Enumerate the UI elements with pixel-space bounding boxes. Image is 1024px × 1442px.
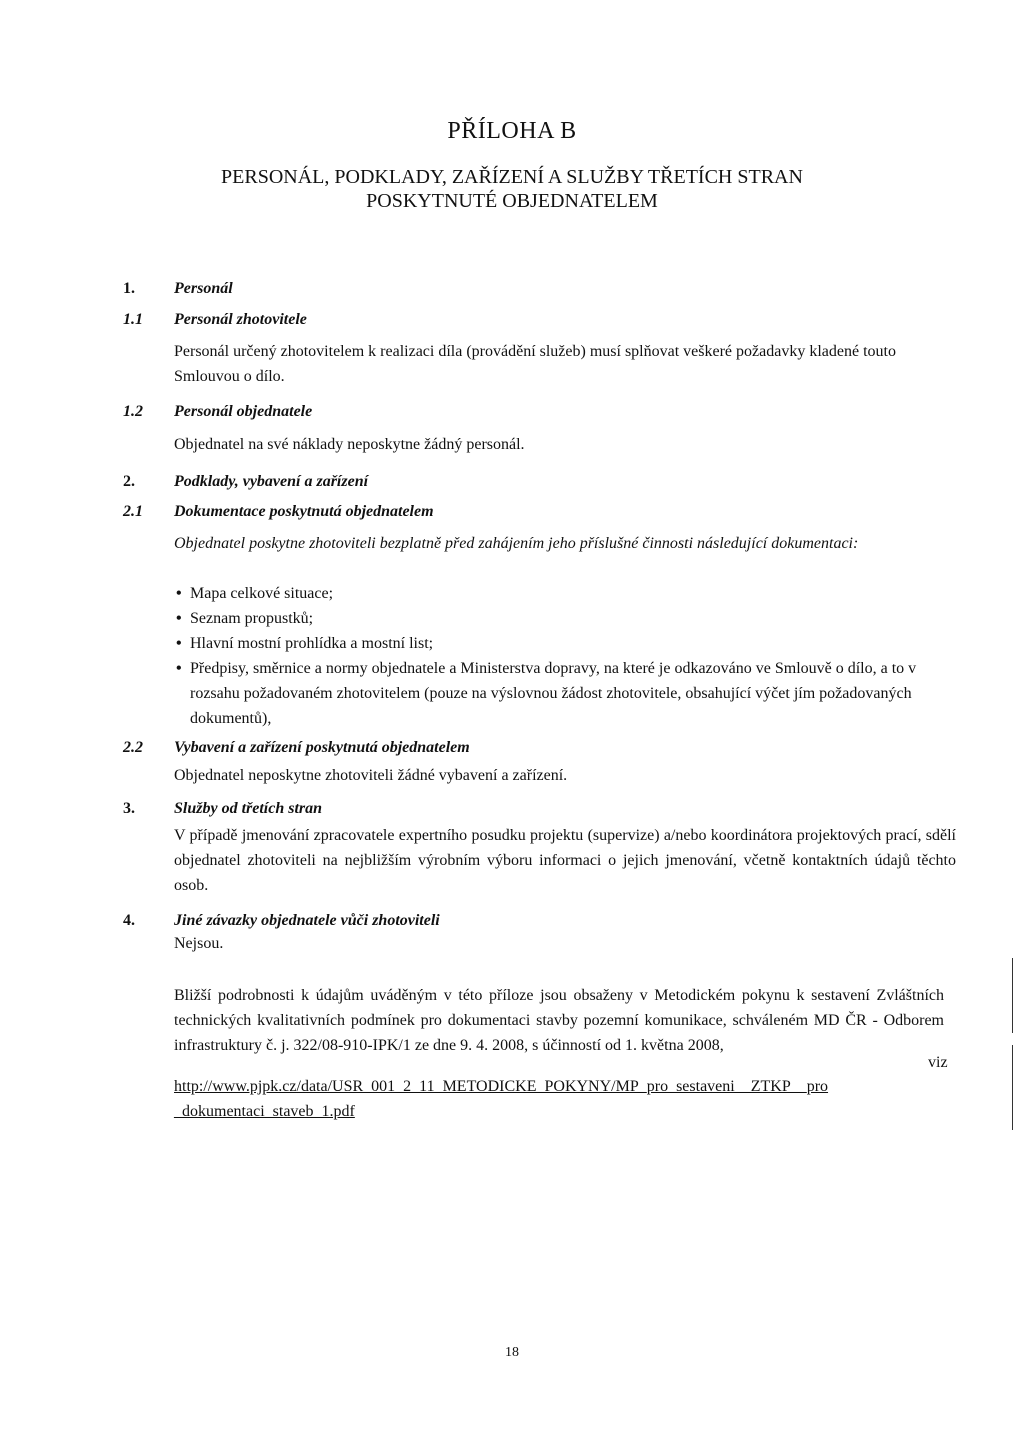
subtitle-line-1: PERSONÁL, PODKLADY, ZAŘÍZENÍ A SLUŽBY TŘETÍCH STRAN	[221, 166, 803, 188]
section-2-2-text: Objednatel neposkytne zhotoviteli žádné vybavení a zařízení.	[174, 767, 568, 784]
section-2-1-title: Dokumentace poskytnutá objednatelem	[174, 503, 434, 520]
section-2-1-number: 2.1	[123, 503, 143, 520]
margin-line-bottom	[1012, 1045, 1013, 1130]
footer-note-text: Bližší podrobnosti k údajům uváděným v této příloze jsou obsaženy v Metodickém pokynu k sestavení Zvláštních technických kvalitativních podmínek pro dokumentaci stavby pozemní komunikace, schváleném MD ČR - Odborem infrastruktury č. j. 322/08-910-IPK/1 ze dne 9. 4. 2008, s účinností od 1. května 2008,	[174, 987, 944, 1054]
section-1-1-title: Personál zhotovitele	[174, 311, 307, 328]
margin-line-top	[1012, 958, 1013, 1033]
section-1-1-text: Personál určený zhotovitelem k realizaci díla (provádění služeb) musí splňovat veškeré požadavky kladené touto Smlouvou o dílo.	[174, 343, 896, 385]
section-1-number: 1.	[123, 280, 135, 297]
list-item: • Mapa celkové situace;	[174, 581, 956, 606]
section-1-2-title: Personál objednatele	[174, 403, 313, 420]
section-2-title: Podklady, vybavení a zařízení	[174, 473, 369, 490]
list-item: • Seznam propustků;	[174, 606, 956, 631]
subtitle-line-2: POSKYTNUTÉ OBJEDNATELEM	[366, 190, 658, 212]
methodology-link[interactable]	[174, 1074, 974, 1124]
appendix-title: PŘÍLOHA B	[447, 118, 577, 144]
section-1-1-number: 1.1	[123, 311, 143, 328]
section-4-number: 4.	[123, 912, 135, 929]
section-2-2-number: 2.2	[123, 739, 143, 756]
section-1-2-number: 1.2	[123, 403, 143, 420]
documentation-list	[174, 581, 956, 731]
section-4-title: Jiné závazky objednatele vůči zhotoviteli	[174, 912, 440, 929]
section-1-2-text: Objednatel na své náklady neposkytne žádný personál.	[174, 436, 525, 453]
section-2-1-intro: Objednatel poskytne zhotoviteli bezplatně před zahájením jeho příslušné činnosti následující dokumentaci:	[174, 535, 859, 552]
section-3-number: 3.	[123, 800, 135, 817]
methodology-link-line-2[interactable]: _dokumentaci_staveb_1.pdf	[174, 1103, 355, 1120]
section-4-text: Nejsou.	[174, 935, 224, 952]
appendix-subtitle	[0, 165, 1024, 213]
section-3-title: Služby od třetích stran	[174, 800, 323, 817]
section-2-2-title: Vybavení a zařízení poskytnutá objednatelem	[174, 739, 470, 756]
section-2-number: 2.	[123, 473, 135, 490]
footer-note-viz: viz	[928, 1054, 948, 1071]
list-item: • Předpisy, směrnice a normy objednatele a Ministerstva dopravy, na které je odkazováno ve Smlouvě o dílo, a to v rozsahu požadovaném zhotovitelem (pouze na výslovnou žádost zhotovitele, obsahující výčet jím požadovaných dokumentů),	[174, 656, 956, 731]
section-3-text: V případě jmenování zpracovatele expertního posudku projektu (supervize) a/nebo koordinátora projektových prací, sdělí objednatel zhotoviteli na nejbližším výrobním výboru informaci o jejich jmenování, včetně kontaktních údajů těchto osob.	[174, 827, 956, 894]
page-number: 18	[505, 1345, 519, 1360]
section-1-title: Personál	[174, 280, 233, 297]
list-item: • Hlavní mostní prohlídka a mostní list;	[174, 631, 956, 656]
methodology-link-line-1[interactable]: http://www.pjpk.cz/data/USR_001_2_11_METODICKE_POKYNY/MP_pro_sestaveni__ZTKP__pro	[174, 1078, 829, 1095]
